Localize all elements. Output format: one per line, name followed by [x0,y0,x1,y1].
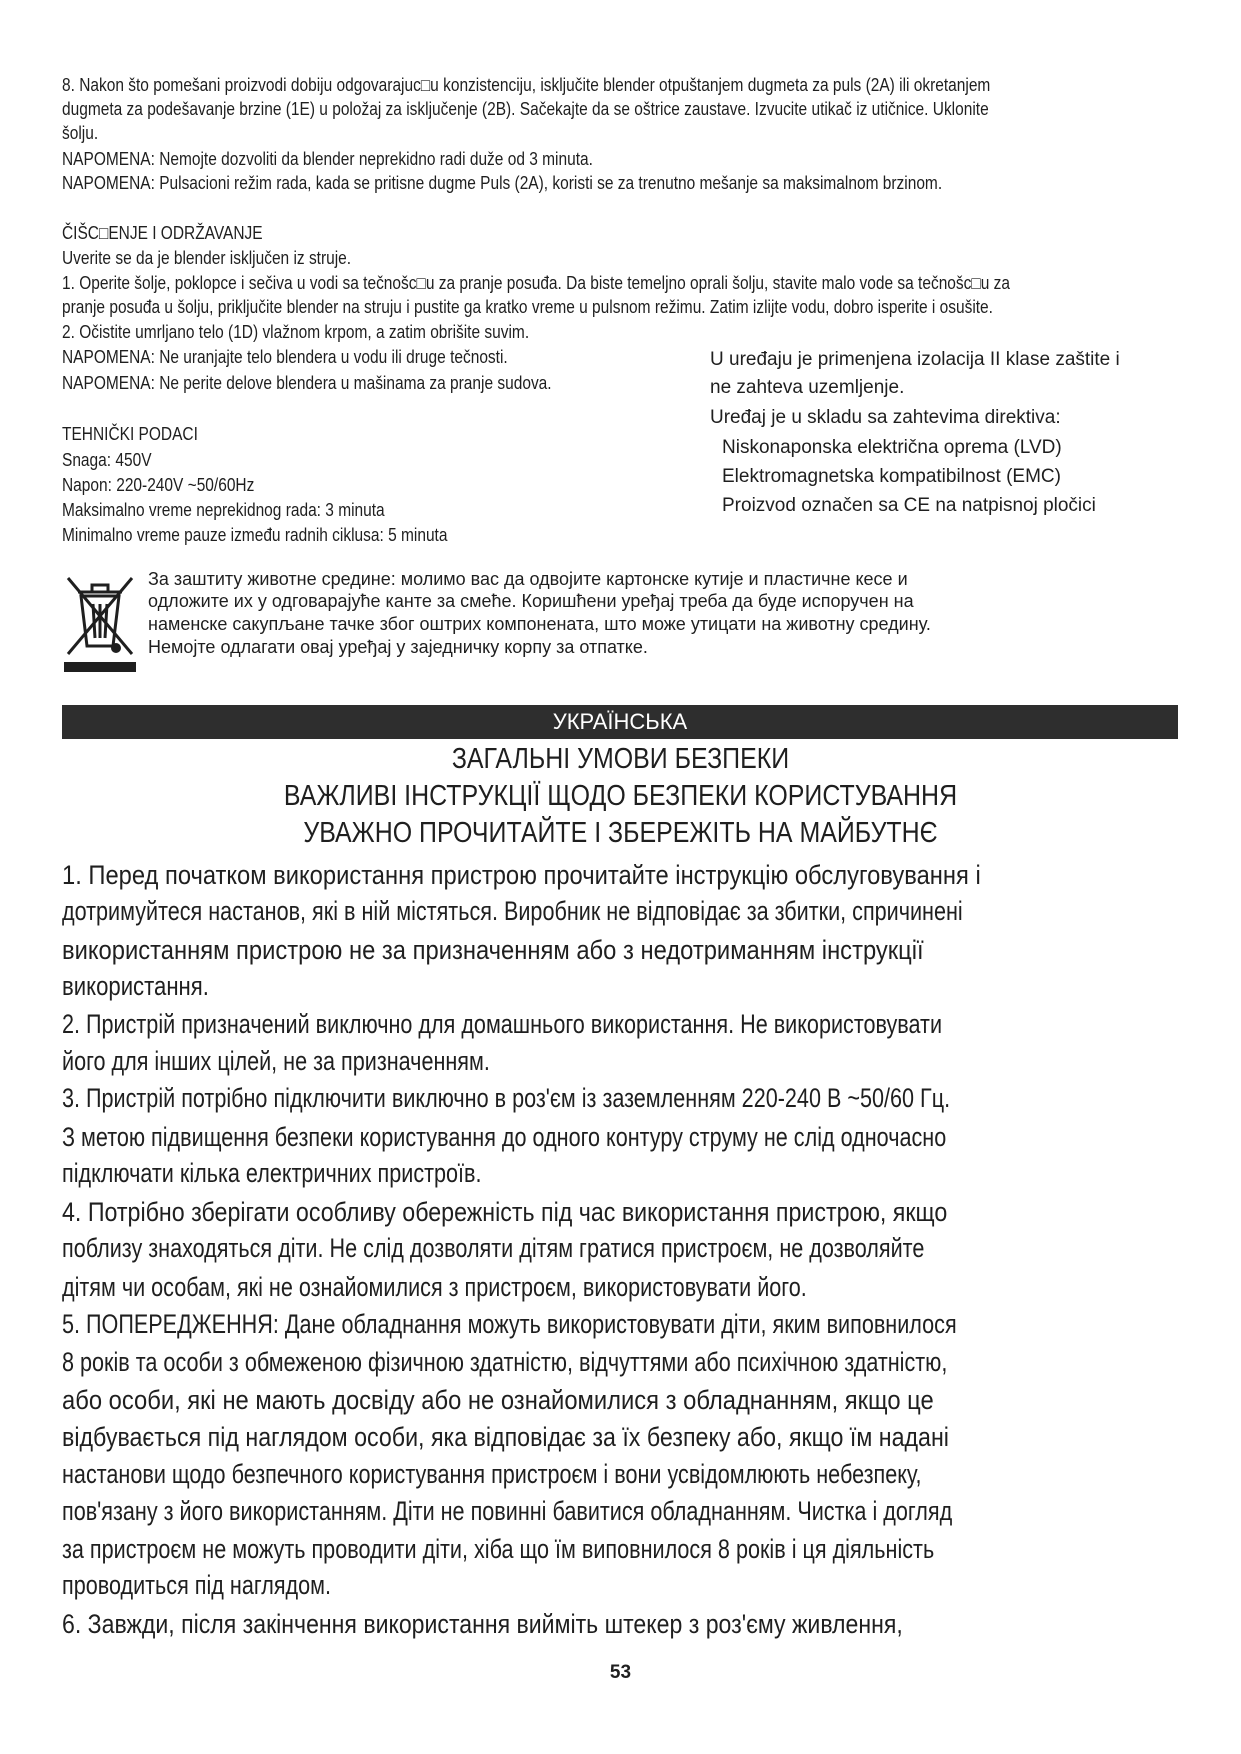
subtitle: ВАЖЛИВІ ІНСТРУКЦІЇ ЩОДО БЕЗПЕКИ КОРИСТУВАННЯ [283,780,958,812]
environment-line: наменске сакупљане тачке због оштрих компонената, што може утицати на животну средину. [148,614,931,634]
text-line: 8 років та особи з обмеженою фізичною здатністю, відчуттями або психічною здатністю, [62,1347,948,1377]
insulation-line: Uređaj je u skladu sa zahtevima direktiva: [710,407,1061,428]
tech-line: Minimalno vreme pauze između radnih ciklusa: 5 minuta [62,525,448,545]
text-line: за пристроєм не можуть проводити діти, хіба що їм виповнилося 8 років і ця діяльність [62,1534,935,1564]
text-line: 1. Перед початком використання пристрою прочитайте інструкцію обслуговування і [62,860,981,890]
tech-line: Napon: 220-240V ~50/60Hz [62,475,255,495]
directive-line: Niskonaponska električna oprema (LVD) [722,437,1062,458]
text-line: відбувається під наглядом особи, яка відповідає за їх безпеку або, якщо їм надані [62,1422,949,1452]
section-bar: УКРАЇНСЬКА [62,705,1178,739]
text-line: 2. Пристрій призначений виключно для домашнього використання. Не використовувати [62,1009,943,1039]
text-line: pranje posuđa u šolju, priključite blender na struju i pustite ga kratko vreme u pulsnom režimu. Zatim izlijte vodu, dobro isperite i osušite. [62,297,993,317]
insulation-line: U uređaju je primenjena izolacija II klase zaštite i [710,349,1120,370]
text-line: dugmeta za podešavanje brzine (1E) u položaj za isključenje (2B). Sačekajte da se oštrice zaustave. Izvucite utikač iz utičnice. Uklonite [62,99,989,119]
directive-line: Proizvod označen sa CE na natpisnoj pločici [722,495,1096,516]
note-line: NAPOMENA: Ne uranjajte telo blendera u vodu ili druge tečnosti. [62,347,508,367]
text-line: його для інших цілей, не за призначенням. [62,1046,490,1076]
page-title: ЗАГАЛЬНІ УМОВИ БЕЗПЕКИ [451,743,790,775]
note-line: NAPOMENA: Ne perite delove blendera u mašinama za pranje sudova. [62,373,552,393]
environment-line: одложите их у одговарајуће канте за смеће. Коришћени уређај треба да буде испоручен на [148,591,914,611]
text-line: 5. ПОПЕРЕДЖЕННЯ: Дане обладнання можуть використовувати діти, яким виповнилося [62,1309,957,1339]
text-line: дітям чи особам, які не ознайомилися з пристроєм, використовувати його. [62,1272,807,1302]
text-line: 2. Očistite umrljano telo (1D) vlažnom krpom, a zatim obrišite suvim. [62,322,530,342]
tech-line: Maksimalno vreme neprekidnog rada: 3 minuta [62,500,385,520]
subtitle: УВАЖНО ПРОЧИТАЙТЕ І ЗБЕРЕЖІТЬ НА МАЙБУТНЄ [303,817,938,849]
text-line: проводиться під наглядом. [62,1570,332,1600]
text-line: поблизу знаходяться діти. Не слід дозволяти дітям гратися пристроєм, не дозволяйте [62,1233,925,1263]
crossed-out-wheelie-bin-icon [60,570,140,674]
text-line: використання. [62,971,209,1001]
directive-line: Elektromagnetska kompatibilnost (EMC) [722,466,1061,487]
page-number: 53 [609,1662,632,1683]
text-line: 4. Потрібно зберігати особливу обережність під час використання пристрою, якщо [62,1197,948,1227]
text-line: пов'язану з його використанням. Діти не повинні бавитися обладнанням. Чистка і догляд [62,1496,953,1526]
text-line: 8. Nakon što pomešani proizvodi dobiju odgovarajuc□u konzistenciju, isključite blender otpuštanjem dugmeta za puls (2A) ili okretanjem [62,75,991,95]
text-line: або особи, які не мають досвіду або не ознайомилися з обладнанням, якщо це [62,1385,934,1415]
text-line: Uverite se da je blender isključen iz struje. [62,248,352,268]
insulation-line: ne zahteva uzemljenje. [710,377,905,398]
text-line: настанови щодо безпечного користування пристроєм і вони усвідомлюють небезпеку, [62,1459,922,1489]
tech-heading: TEHNIČKI PODACI [62,424,198,444]
note-line: NAPOMENA: Nemojte dozvoliti da blender neprekidno radi duže od 3 minuta. [62,149,593,169]
environment-line: За заштиту животне средине: молимо вас да одвојите картонске кутије и пластичне кесе и [148,569,908,589]
cleaning-heading: ČIŠC□ENJE I ODRŽAVANJE [62,223,263,243]
tech-line: Snaga: 450V [62,450,152,470]
text-line: 6. Завжди, після закінчення використання вийміть штекер з роз'єму живлення, [62,1609,903,1639]
text-line: використанням пристрою не за призначенням або з недотриманням інструкції [62,935,924,965]
text-line: 3. Пристрій потрібно підключити виключно в роз'єм із заземленням 220-240 В ~50/60 Гц. [62,1083,951,1113]
environment-line: Немојте одлагати овај уређај у заједничку корпу за отпатке. [148,637,648,657]
text-line: підключати кілька електричних пристроїв. [62,1158,482,1188]
text-line: 1. Operite šolje, poklopce i sečiva u vodi sa tečnošc□u za pranje posuđa. Da biste temeljno oprali šolju, stavite malo vode sa tečnošc□u za [62,273,1011,293]
text-line: šolju. [62,123,99,143]
text-line: дотримуйтеся настанов, які в ній містяться. Виробник не відповідає за збитки, спричинені [62,896,963,926]
text-line: З метою підвищення безпеки користування до одного контуру струму не слід одночасно [62,1122,947,1152]
note-line: NAPOMENA: Pulsacioni režim rada, kada se pritisne dugme Puls (2A), koristi se za trenutno mešanje sa maksimalnom brzinom. [62,173,943,193]
